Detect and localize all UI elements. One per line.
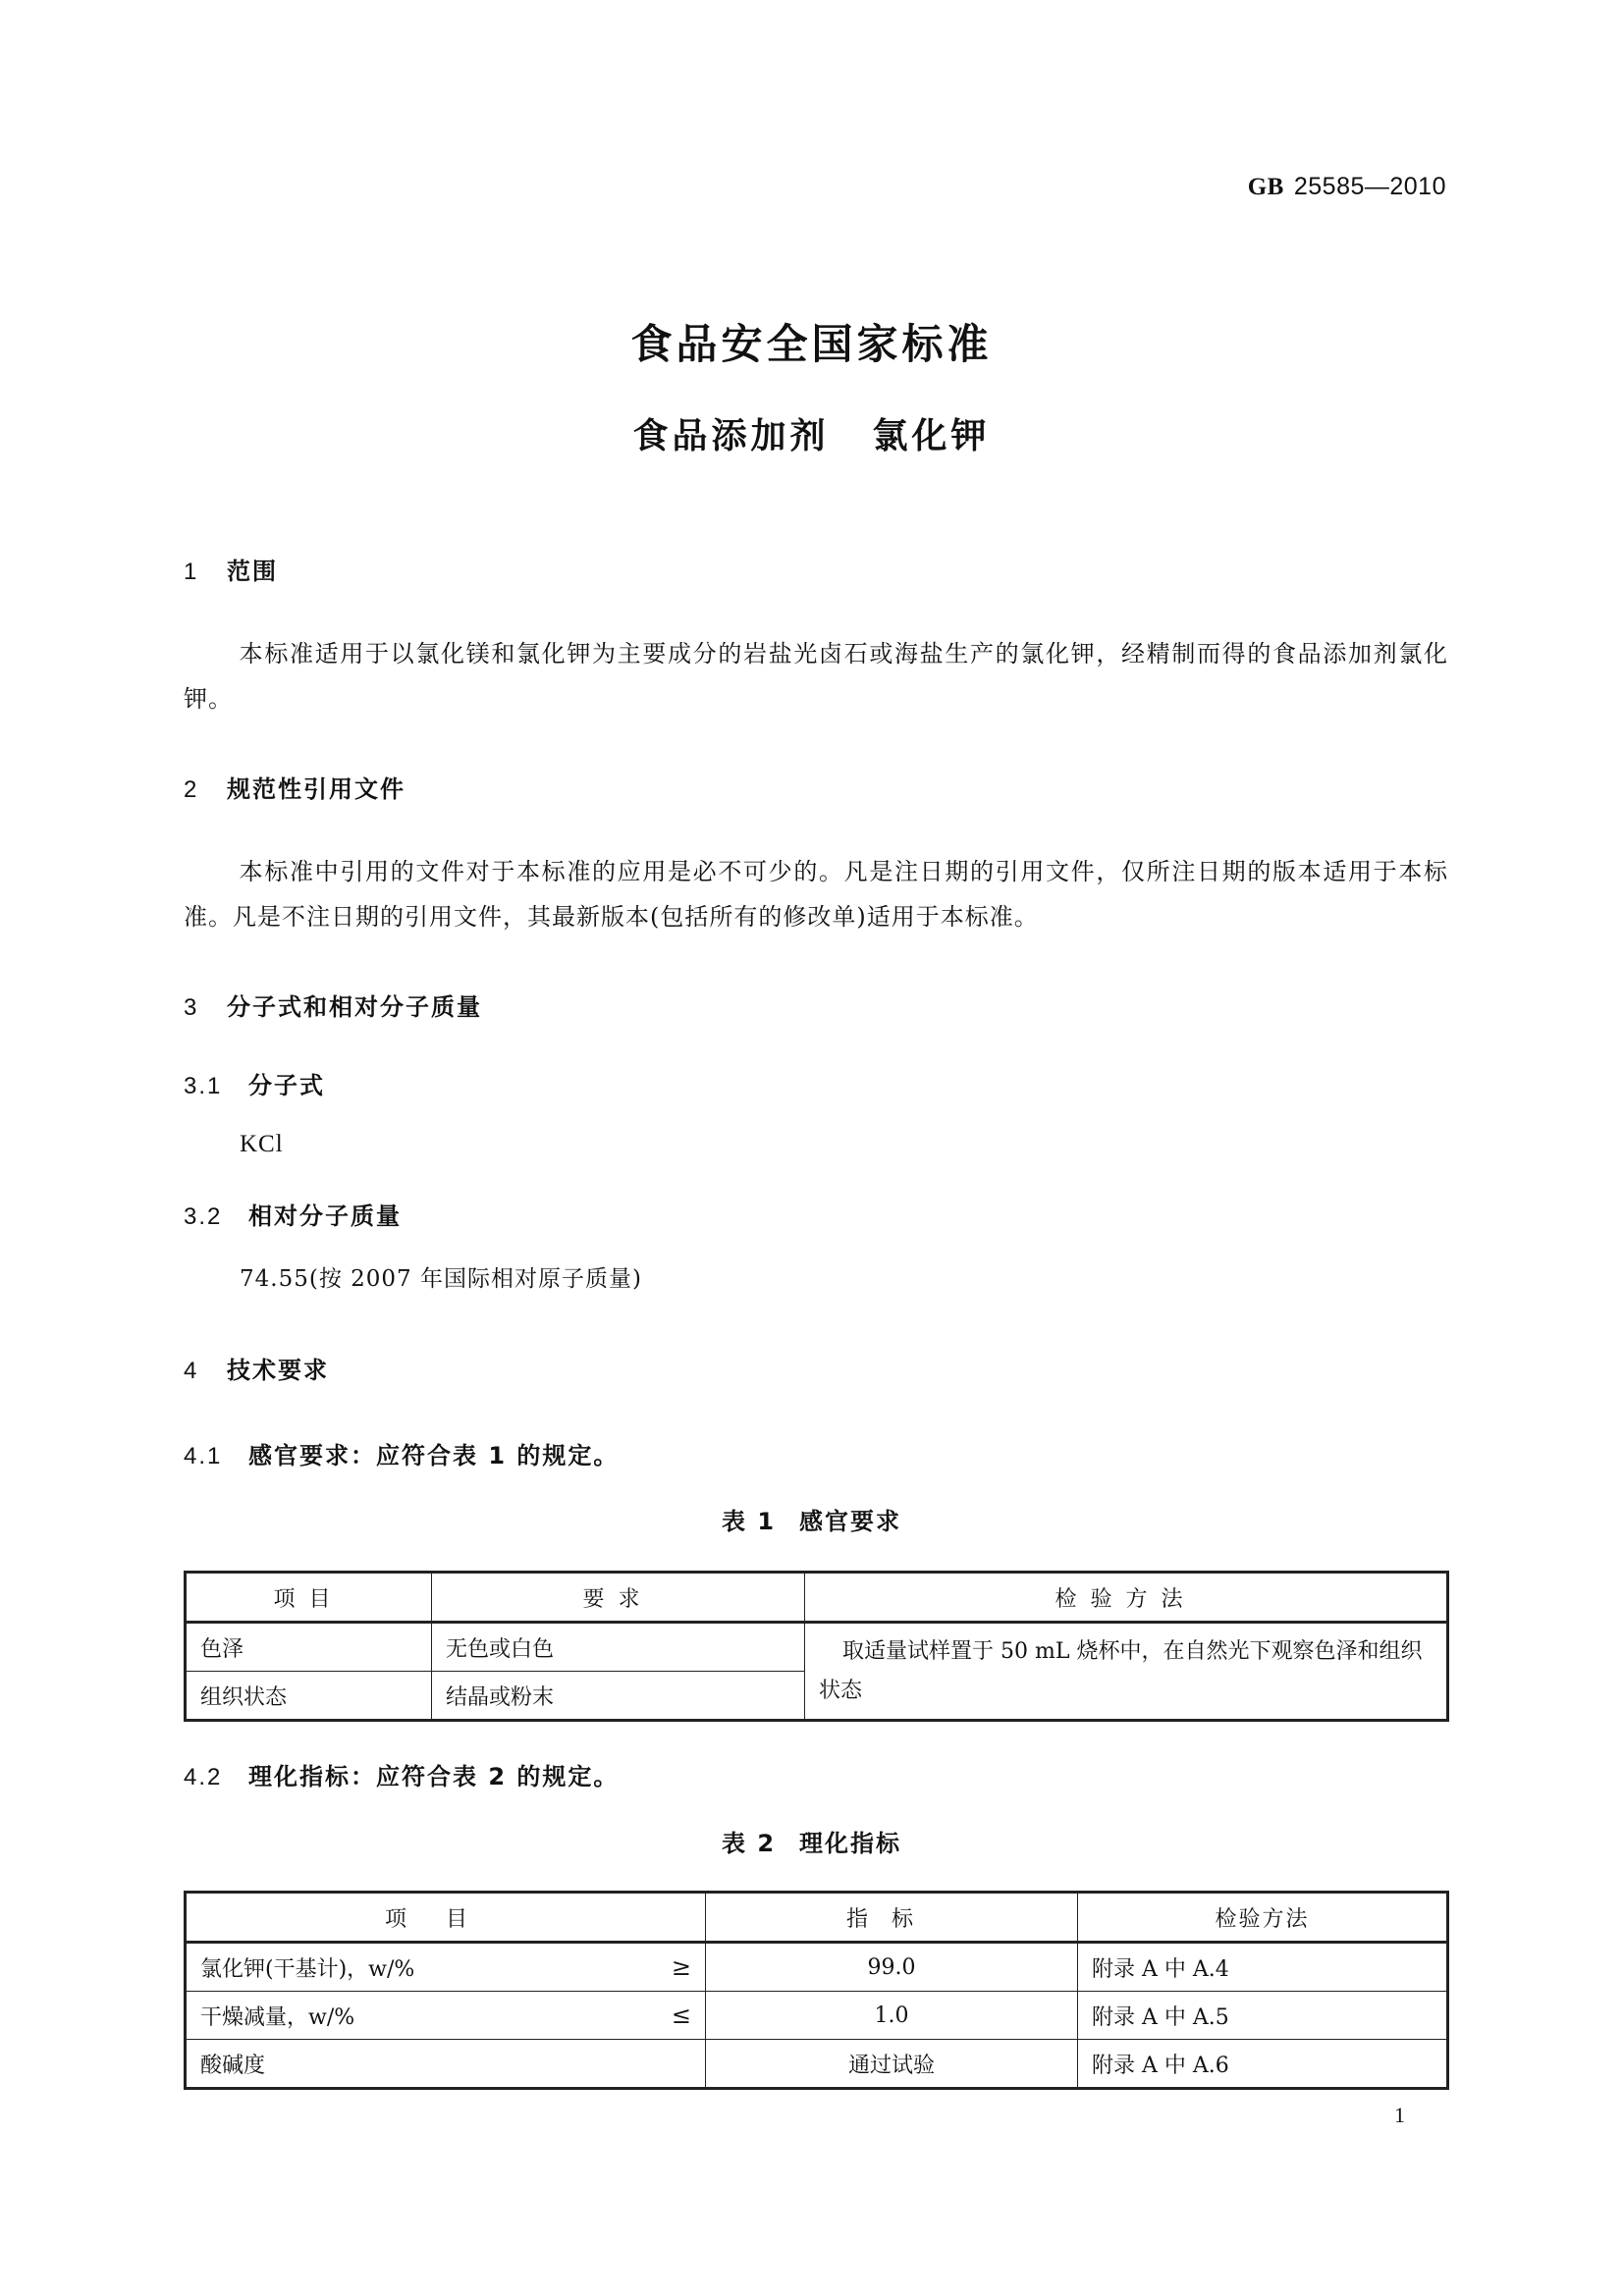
section-2-paragraph [184, 849, 1448, 939]
cell-requirement: 结晶或粉末 [432, 1672, 805, 1721]
standard-code [1248, 173, 1446, 201]
section-number: 4.1 [184, 1443, 223, 1469]
cell-item [186, 1992, 706, 2040]
section-title: 相对分子质量 [248, 1202, 402, 1230]
cell-method: 附录 A 中 A.6 [1078, 2040, 1448, 2089]
table-2-caption [0, 1824, 1623, 1858]
cell-item: 组织状态 [186, 1672, 432, 1721]
cell-item: 色泽 [186, 1623, 432, 1672]
section-number: 1 [184, 559, 199, 585]
table-1-caption [0, 1502, 1623, 1536]
header-requirement: 要求 [432, 1573, 805, 1623]
table-number: 表 2 [721, 1830, 777, 1857]
item-label: 干燥减量，w/% [200, 2004, 355, 2030]
paragraph-text: 本标准适用于以氯化镁和氯化钾为主要成分的岩盐光卤石或海盐生产的氯化钾，经精制而得的食品添加剂氯化钾。 [184, 640, 1448, 713]
cell-requirement: 无色或白色 [432, 1623, 805, 1672]
section-1-paragraph [184, 631, 1448, 721]
sensory-requirements-table [184, 1571, 1449, 1722]
section-title: 感官要求：应符合表 1 的规定。 [248, 1442, 620, 1469]
section-number: 3 [184, 994, 199, 1021]
header-method: 检验方法 [1078, 1893, 1448, 1943]
table-row [186, 1943, 1448, 1992]
standard-number: 25585—2010 [1293, 173, 1446, 200]
item-label: 酸碱度 [200, 2053, 266, 2078]
section-title: 分子式 [248, 1072, 325, 1099]
subtitle-substance: 氯化钾 [872, 416, 991, 456]
cell-item [186, 2040, 706, 2089]
section-title: 技术要求 [227, 1357, 329, 1384]
molecular-formula: KCl [240, 1131, 284, 1157]
section-number: 3.1 [184, 1073, 223, 1099]
standard-prefix: GB [1247, 174, 1284, 200]
item-label: 氯化钾(干基计)，w/% [200, 1956, 415, 1982]
section-title: 分子式和相对分子质量 [227, 993, 482, 1021]
section-heading-1 [184, 552, 278, 586]
operator-symbol: ≥ [671, 1953, 691, 1981]
section-heading-4 [184, 1351, 329, 1385]
subtitle-category: 食品添加剂 [632, 416, 830, 456]
section-title: 规范性引用文件 [227, 775, 406, 803]
operator-symbol: ≤ [671, 2002, 691, 2029]
table-title: 感官要求 [799, 1508, 902, 1535]
document-title: 食品安全国家标准 [630, 320, 993, 368]
method-text: 取适量试样置于 50 mL 烧杯中，在自然光下观察色泽和组织状态 [819, 1638, 1423, 1703]
table-header-row [186, 1573, 1448, 1623]
document-subtitle [0, 408, 1623, 458]
header-item: 项目 [186, 1573, 432, 1623]
cell-value: 通过试验 [706, 2040, 1078, 2089]
section-number: 3.2 [184, 1203, 223, 1230]
table-header-row [186, 1893, 1448, 1943]
cell-value: 99.0 [706, 1943, 1078, 1992]
cell-item [186, 1943, 706, 1992]
molecular-mass: 74.55(按 2007 年国际相对原子质量) [240, 1266, 642, 1292]
cell-value: 1.0 [706, 1992, 1078, 2040]
section-heading-3 [184, 988, 482, 1022]
section-number: 2 [184, 776, 199, 803]
physicochemical-indicators-table [184, 1891, 1449, 2090]
section-heading-3-2 [184, 1197, 402, 1231]
header-item: 项目 [186, 1893, 706, 1943]
section-heading-4-1 [184, 1436, 619, 1470]
section-heading-2 [184, 770, 406, 804]
table-number: 表 1 [721, 1508, 777, 1535]
section-number: 4.2 [184, 1764, 223, 1790]
header-indicator: 指标 [706, 1893, 1078, 1943]
section-heading-4-2 [184, 1757, 619, 1791]
header-method: 检验方法 [805, 1573, 1448, 1623]
page-number: 1 [1394, 2103, 1405, 2127]
table-row [186, 2040, 1448, 2089]
section-title: 理化指标：应符合表 2 的规定。 [248, 1763, 620, 1790]
table-title: 理化指标 [799, 1830, 902, 1857]
cell-method: 附录 A 中 A.4 [1078, 1943, 1448, 1992]
table-row [186, 1992, 1448, 2040]
cell-method [805, 1623, 1448, 1721]
paragraph-text: 本标准中引用的文件对于本标准的应用是必不可少的。凡是注日期的引用文件，仅所注日期的版本适用于本标准。凡是不注日期的引用文件，其最新版本(包括所有的修改单)适用于本标准。 [184, 858, 1448, 931]
section-title: 范围 [227, 558, 278, 585]
cell-method: 附录 A 中 A.5 [1078, 1992, 1448, 2040]
section-number: 4 [184, 1358, 199, 1384]
table-row [186, 1623, 1448, 1672]
section-heading-3-1 [184, 1066, 325, 1100]
